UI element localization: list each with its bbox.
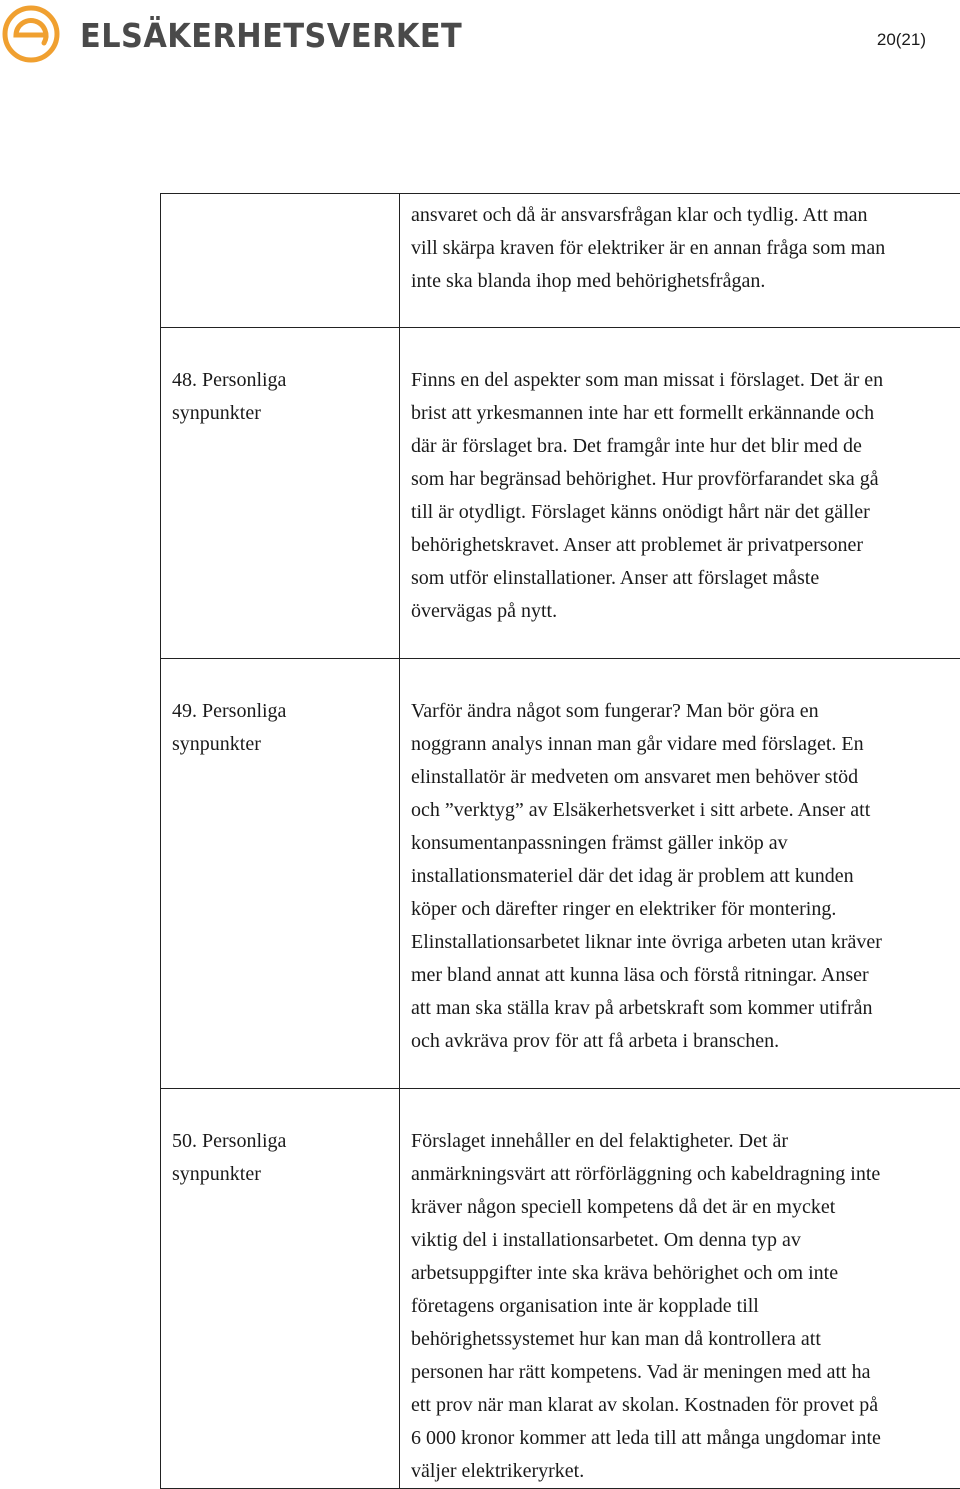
respondent-label: 48. Personliga bbox=[172, 364, 389, 397]
comment-line: konsumentanpassningen främst gäller inköp av bbox=[411, 827, 953, 860]
comment-line: övervägas på nytt. bbox=[411, 595, 953, 628]
comment-line: Förslaget innehåller en del felaktigheter. Det är bbox=[411, 1125, 953, 1158]
label-cell bbox=[161, 194, 400, 328]
comment-line: installationsmateriel där det idag är problem att kunden bbox=[411, 860, 953, 893]
respondent-label: 49. Personliga bbox=[172, 695, 389, 728]
comment-line: anmärkningsvärt att rörförläggning och kabeldragning inte bbox=[411, 1158, 953, 1191]
comment-cell bbox=[400, 328, 960, 659]
comment-cell bbox=[400, 194, 960, 328]
comment-line: där är förslaget bra. Det framgår inte hur det blir med de bbox=[411, 430, 953, 463]
label-cell bbox=[161, 659, 400, 1089]
comment-line: köper och därefter ringer en elektriker för montering. bbox=[411, 893, 953, 926]
comment-line: behörighetskravet. Anser att problemet är privatpersoner bbox=[411, 529, 953, 562]
page-header bbox=[0, 0, 960, 80]
label-cell bbox=[161, 328, 400, 659]
comment-line: arbetsuppgifter inte ska kräva behörighet och om inte bbox=[411, 1257, 953, 1290]
respondent-label: synpunkter bbox=[172, 728, 389, 761]
table-row bbox=[161, 194, 960, 328]
elsakerhetsverket-e-logo-icon bbox=[2, 5, 60, 63]
comment-line: viktig del i installationsarbetet. Om denna typ av bbox=[411, 1224, 953, 1257]
respondent-label: synpunkter bbox=[172, 1158, 389, 1191]
comment-line: elinstallatör är medveten om ansvaret men behöver stöd bbox=[411, 761, 953, 794]
comment-line: som har begränsad behörighet. Hur provförfarandet ska gå bbox=[411, 463, 953, 496]
comment-cell bbox=[400, 1089, 960, 1489]
comment-line: att man ska ställa krav på arbetskraft som kommer utifrån bbox=[411, 992, 953, 1025]
comment-line: väljer elektrikeryrket. bbox=[411, 1455, 953, 1488]
comment-line: till är otydligt. Förslaget känns onödigt hårt när det gäller bbox=[411, 496, 953, 529]
page-number: 20(21) bbox=[877, 30, 926, 50]
comment-line: brist att yrkesmannen inte har ett formellt erkännande och bbox=[411, 397, 953, 430]
label-cell bbox=[161, 1089, 400, 1489]
table-row bbox=[161, 1089, 960, 1489]
comment-line: 6 000 kronor kommer att leda till att många ungdomar inte bbox=[411, 1422, 953, 1455]
comment-line: Elinstallationsarbetet liknar inte övriga arbeten utan kräver bbox=[411, 926, 953, 959]
respondent-label: 50. Personliga bbox=[172, 1125, 389, 1158]
comment-line: Finns en del aspekter som man missat i förslaget. Det är en bbox=[411, 364, 953, 397]
comment-line: mer bland annat att kunna läsa och förstå ritningar. Anser bbox=[411, 959, 953, 992]
comment-line: personen har rätt kompetens. Vad är meningen med att ha bbox=[411, 1356, 953, 1389]
logo-wordmark: ELSÄKERHETSVERKET bbox=[80, 16, 462, 55]
comment-line: inte ska blanda ihop med behörighetsfrågan. bbox=[411, 265, 953, 298]
comment-line: ansvaret och då är ansvarsfrågan klar och tydlig. Att man bbox=[411, 199, 953, 232]
comment-cell bbox=[400, 659, 960, 1089]
table-row bbox=[161, 659, 960, 1089]
comment-line: vill skärpa kraven för elektriker är en annan fråga som man bbox=[411, 232, 953, 265]
responses-table bbox=[160, 193, 960, 1489]
table-row bbox=[161, 328, 960, 659]
comment-line: kräver någon speciell kompetens då det är en mycket bbox=[411, 1191, 953, 1224]
comment-line: och ”verktyg” av Elsäkerhetsverket i sitt arbete. Anser att bbox=[411, 794, 953, 827]
comment-line: Varför ändra något som fungerar? Man bör göra en bbox=[411, 695, 953, 728]
comment-line: ett prov när man klarat av skolan. Kostnaden för provet på bbox=[411, 1389, 953, 1422]
respondent-label: synpunkter bbox=[172, 397, 389, 430]
comment-line: noggrann analys innan man går vidare med förslaget. En bbox=[411, 728, 953, 761]
comment-line: behörighetssystemet hur kan man då kontrollera att bbox=[411, 1323, 953, 1356]
comment-line: och avkräva prov för att få arbeta i branschen. bbox=[411, 1025, 953, 1058]
comment-line: företagens organisation inte är kopplade till bbox=[411, 1290, 953, 1323]
comment-line: som utför elinstallationer. Anser att förslaget måste bbox=[411, 562, 953, 595]
